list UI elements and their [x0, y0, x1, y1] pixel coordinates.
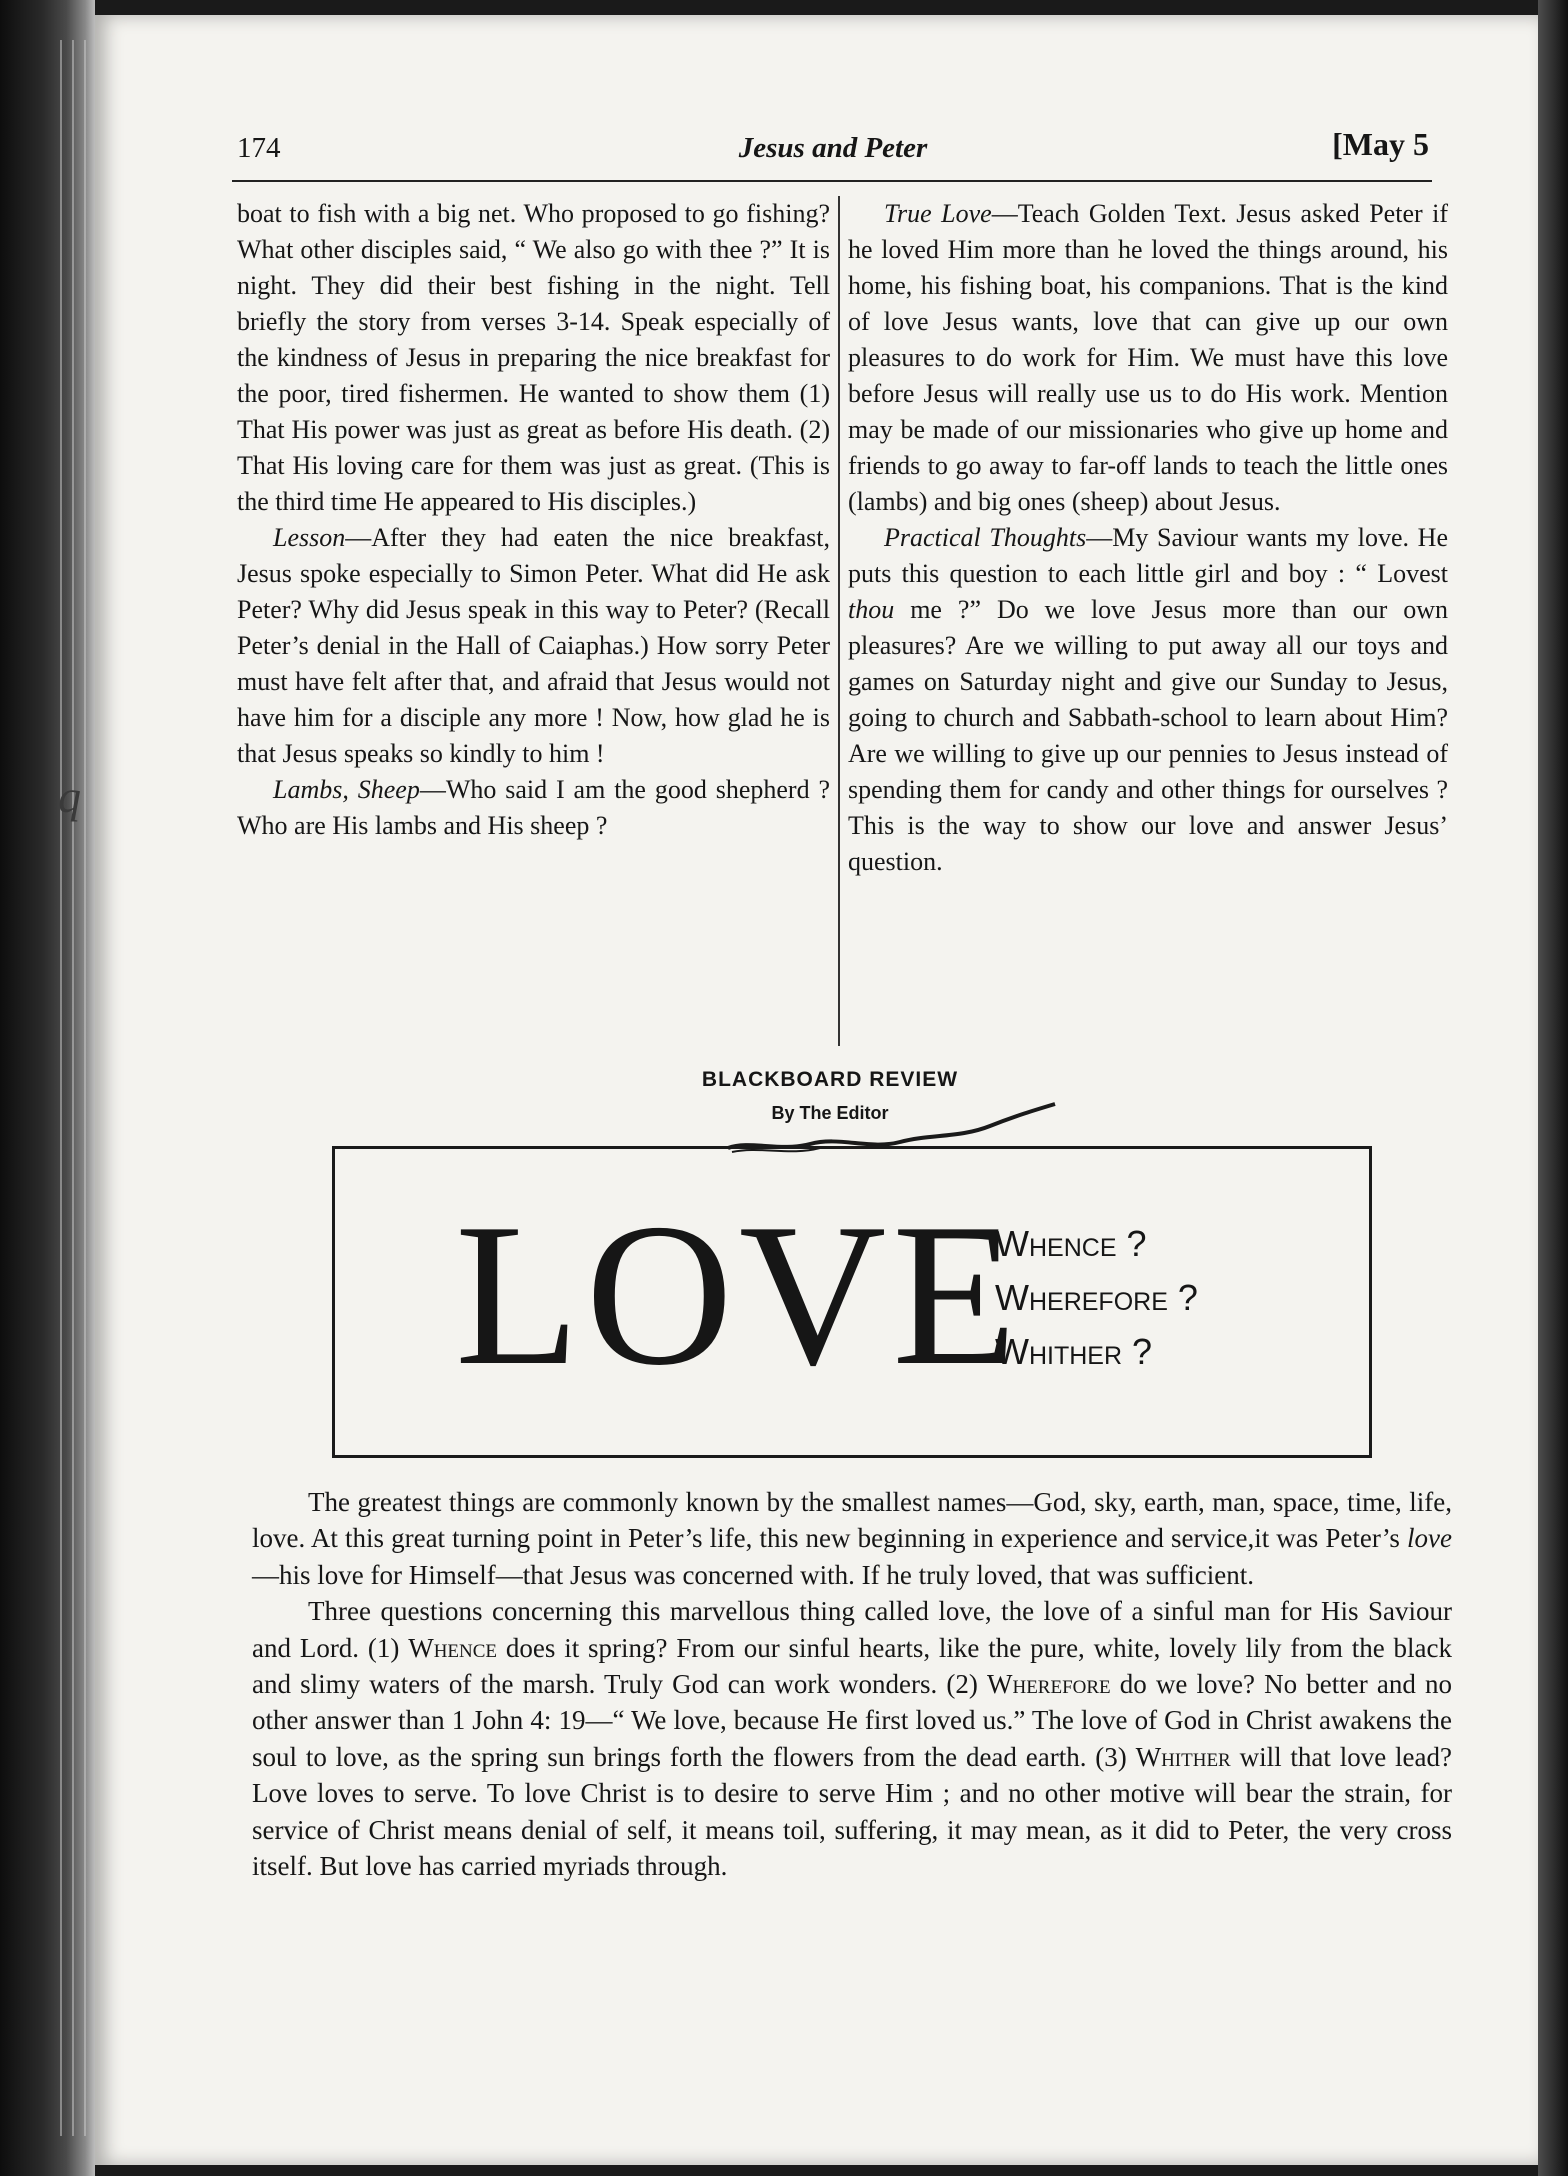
page-edge-line — [60, 40, 62, 2136]
blackboard-byline: By The Editor — [771, 1103, 889, 1123]
paragraph: Lambs, Sheep—Who said I am the good shepherd ? Who are His lambs and His sheep ? — [237, 775, 830, 840]
paragraph: Three questions concerning this marvellous thing called love, the love of a sinful man for His Saviour and Lord. (1) Whence does it spring? From our sinful hearts, like the pure, white, lovely lily from the black and slimy waters of the marsh. Truly God can work wonders. (2) Wherefore do we love? No better and no other answer than 1 John 4: 19—“ We love, because He first loved us.” The love of God in Christ awakens the soul to love, as the spring sun brings forth the flowers from the dead earth. (3) Whither will that love lead? Love loves to serve. To love Christ is to desire to serve Him ; and no other motive will bear the strain, for service of Christ means denial of self, it means toil, suffering, it may mean, as it did to Peter, the very cross itself. But love has carried myriads through. — [252, 1596, 1453, 1882]
column-rule — [838, 196, 840, 1046]
left-column — [237, 196, 830, 844]
page-edge-line — [72, 40, 74, 2136]
paragraph: The greatest things are commonly known by the smallest names—God, sky, earth, man, space, time, life, love. At this great turning point in Peter’s life, this new beginning in experience and service,it was Peter’s love—his love for Himself—that Jesus was concerned with. If he truly loved, that was sufficient. — [252, 1487, 1452, 1590]
book-spine — [0, 0, 95, 2176]
question-item: Whither ? — [995, 1331, 1153, 1372]
paragraph-lead: Lesson — [273, 523, 346, 552]
margin-pencil-mark: q — [58, 771, 81, 822]
right-column — [848, 196, 1448, 880]
paragraph-lead: True Love — [884, 199, 992, 228]
paragraph-lead: Practical Thoughts — [884, 523, 1087, 552]
book-cover-edge — [1538, 0, 1568, 2176]
header-date: [May 5 — [1332, 126, 1429, 162]
blackboard-heading: BLACKBOARD REVIEW — [701, 1068, 959, 1091]
paragraph: Practical Thoughts—My Saviour wants my love. He puts this question to each little girl and boy : “ Lovest thou me ?” Do we love Jesus more than our own pleasures? Are we willing to put away all our toys and games on Saturday night and give our Sunday to Jesus, going to church and Sabbath-school to learn about Him? Are we willing to give up our pennies to Jesus instead of spending them for candy and other things for ourselves ? This is the way to show our love and answer Jesus’ question. — [848, 523, 1448, 876]
blackboard-box — [332, 1146, 1372, 1458]
blackboard-questions — [995, 1217, 1198, 1379]
page-number: 174 — [237, 132, 281, 164]
paragraph-lead: Lambs, Sheep — [273, 775, 420, 804]
paragraph: boat to fish with a big net. Who proposed to go fishing? What other disciples said, “ We also go with thee ?” It is night. They did their best fishing in the night. Tell briefly the story from verses 3-14. Speak especially of the kindness of Jesus in preparing the nice breakfast for the poor, tired fishermen. He wanted to show them (1) That His power was just as great as before His death. (2) That His loving care for them was just as great. (This is the third time He appeared to His disciples.) — [237, 199, 830, 516]
question-item: Whence ? — [995, 1223, 1147, 1264]
page-edge-line — [84, 40, 86, 2136]
header-rule — [232, 180, 1432, 182]
running-title: Jesus and Peter — [738, 132, 928, 164]
question-item: Wherefore ? — [995, 1277, 1198, 1318]
paragraph: True Love—Teach Golden Text. Jesus asked Peter if he loved Him more than he loved the things around, his home, his fishing boat, his companions. That is the kind of love Jesus wants, love that can give up our own pleasures to do work for Him. We must have this love before Jesus will really use us to do His work. Mention may be made of our missionaries who give up home and friends to go away to far-off lands to teach the little ones (lambs) and big ones (sheep) about Jesus. — [848, 199, 1448, 516]
blackboard-main-word: LOVE — [455, 1182, 1023, 1408]
paragraph: Lesson—After they had eaten the nice breakfast, Jesus spoke especially to Simon Peter. What did He ask Peter? Why did Jesus speak in this way to Peter? (Recall Peter’s denial in the Hall of Caiaphas.) How sorry Peter must have felt after that, and afraid that Jesus would not have him for a disciple any more ! Now, how glad he is that Jesus speaks so kindly to him ! — [237, 523, 830, 768]
running-header — [237, 124, 1429, 172]
review-text — [252, 1484, 1452, 1884]
